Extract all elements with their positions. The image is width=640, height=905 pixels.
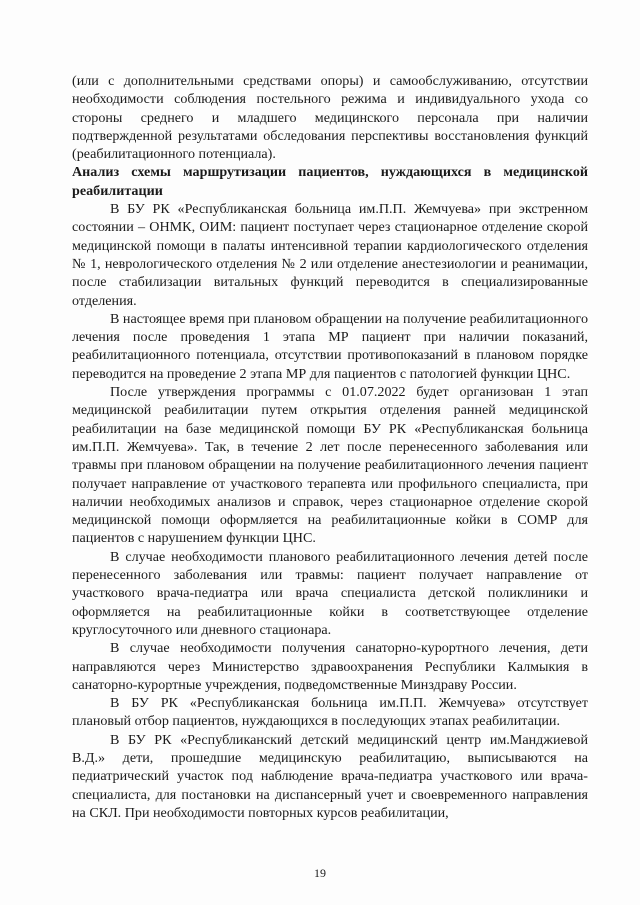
document-body: [72, 72, 588, 822]
intro-paragraph: (или с дополнительными средствами опоры) и самообслуживанию, отсутствии необходимости соблюдения постельного режима и индивидуального ухода со стороны среднего и младшего медицинского персонала при наличии подтвержденной результатами обследования перспективы восстановления функций (реабилитационного потенциала).: [72, 73, 588, 163]
page-number: 19: [314, 866, 326, 880]
section-heading: Анализ схемы маршрутизации пациентов, нуждающихся в медицинской реабилитации: [72, 164, 588, 199]
paragraph-5: В случае необходимости получения санаторно-курортного лечения, дети направляются через Министерство здравоохранения Республики Калмыкия в санаторно-курортные учреждения, подведомственные Минздраву России.: [72, 640, 588, 693]
paragraph-7: В БУ РК «Республиканский детский медицинский центр им.Манджиевой В.Д.» дети, прошедшие медицинскую реабилитацию, выписываются на педиатрический участок под наблюдение врача-педиатра участкового или врача-специалиста, для постановки на диспансерный учет и своевременного направления на СКЛ. При необходимости повторных курсов реабилитации,: [72, 731, 588, 821]
paragraph-3: После утверждения программы с 01.07.2022 будет организован 1 этап медицинской реабилитации путем открытия отделения ранней медицинской реабилитации на базе медицинской помощи БУ РК «Республиканская больница им.П.П. Жемчуева». Так, в течение 2 лет после перенесенного заболевания или травмы при плановом обращении на получение реабилитационного лечения пациент получает направление от участкового терапевта или профильного специалиста, при наличии необходимых анализов и справок, через стационарное отделение скорой медицинской помощи оформляется на реабилитационные койки в СОМР для пациентов с нарушением функции ЦНС.: [72, 384, 588, 547]
paragraph-2: В настоящее время при плановом обращении на получение реабилитационного лечения после проведения 1 этапа МР пациент при наличии показаний, реабилитационного потенциала, отсутствии противопоказаний в плановом порядке переводится на проведение 2 этапа МР для пациентов с патологией функции ЦНС.: [72, 310, 588, 382]
paragraph-6: В БУ РК «Республиканская больница им.П.П. Жемчуева» отсутствует плановый отбор пациентов, нуждающихся в последующих этапах реабилитации.: [72, 695, 588, 730]
paragraph-4: В случае необходимости планового реабилитационного лечения детей после перенесенного заболевания или травмы: пациент получает направление от участкового врача-педиатра или врача специалиста детской поликлиники и оформляется на реабилитационные койки в соответствующее отделение круглосуточного или дневного стационара.: [72, 548, 588, 638]
paragraph-1: В БУ РК «Республиканская больница им.П.П. Жемчуева» при экстренном состоянии – ОНМК, ОИМ: пациент поступает через стационарное отделение скорой медицинской помощи в палаты интенсивной терапии кардиологического отделения № 1, неврологического отделения № 2 или отделение анестезиологии и реанимации, после стабилизации витальных функций переводится в специализированные отделения.: [72, 201, 588, 309]
